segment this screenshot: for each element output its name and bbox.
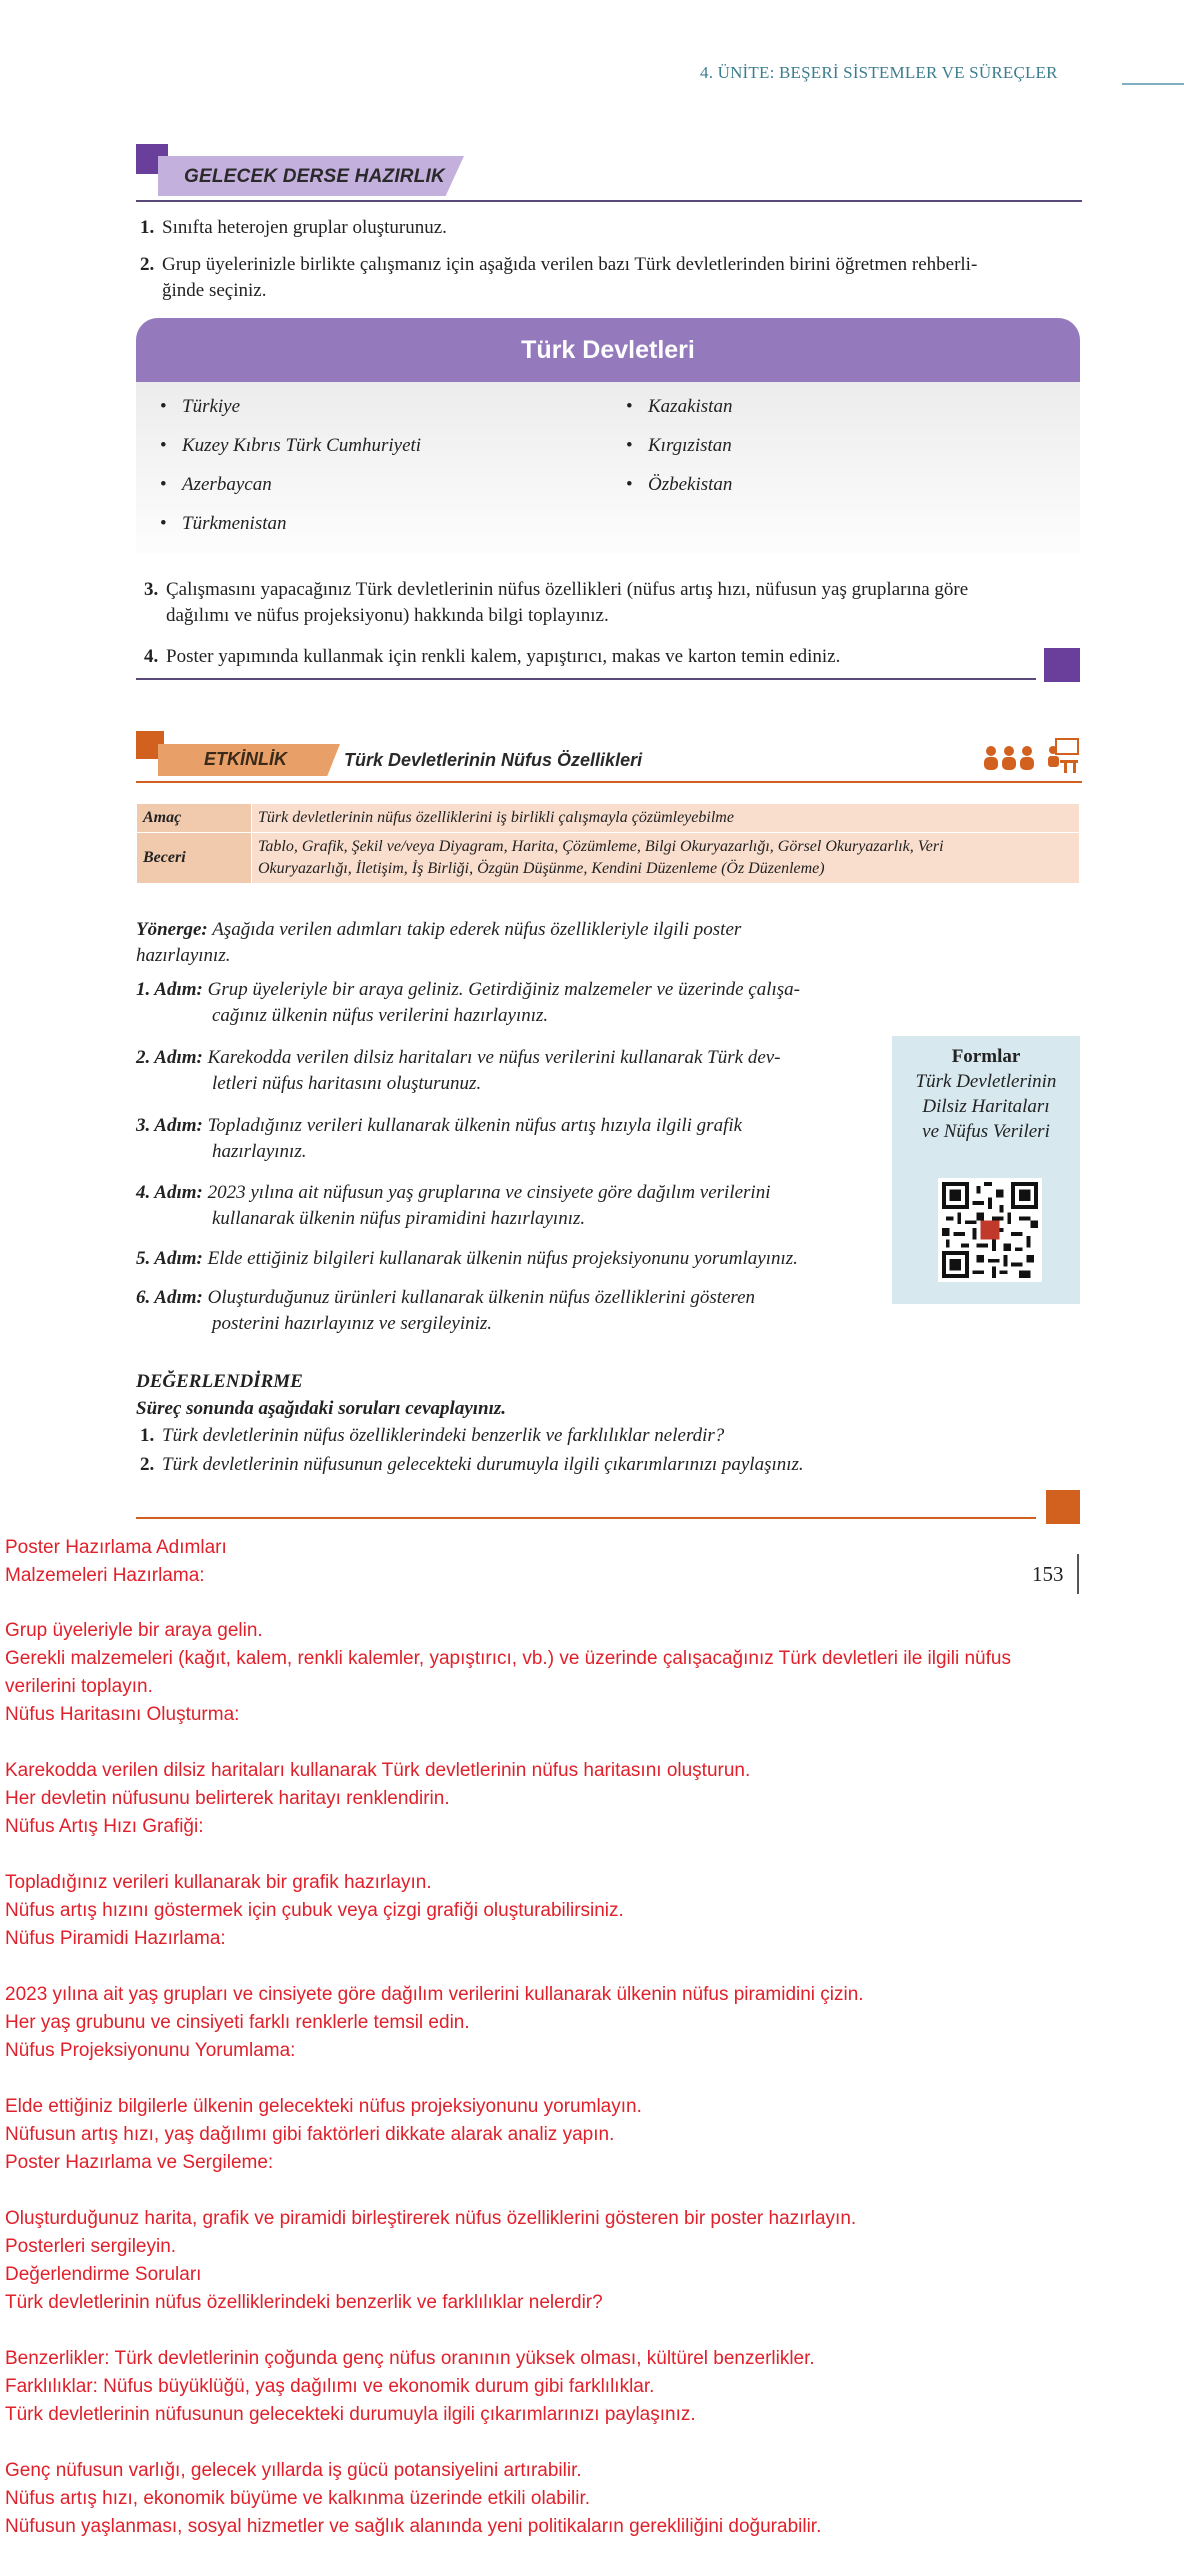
note-line: Nüfus Projeksiyonunu Yorumlama: [5,2040,296,2061]
forms-line: Türk Devletlerinin [915,1071,1057,1092]
unit-header: 4. ÜNİTE: BEŞERİ SİSTEMLER VE SÜREÇLER [700,63,1058,82]
note-line: Posterleri sergileyin. [5,2236,177,2257]
presentation-icon [1046,738,1080,774]
section-end-marker [1044,648,1080,682]
note-line: Malzemeleri Hazırlama: [5,1565,205,1586]
section-rule [136,200,1082,202]
step-1: 1. Adım: Grup üyeleriyle bir araya geliniz. Getirdiğiniz malzemeler ve üzerinde çalışa- cağınız ülkenin nüfus verilerini hazırlayınız. [136,979,801,1026]
note-line: Değerlendirme Soruları [5,2264,202,2285]
group-work-icon [982,744,1036,772]
state-item: • Türkmenistan [182,513,287,535]
note-line: Nüfusun yaşlanması, sosyal hizmetler ve sağlık alanında yeni politikaların gerekliliğini doğurabilir. [5,2516,822,2537]
page-number: 153 [1032,1562,1064,1586]
activity-title: Türk Devletlerinin Nüfus Özellikleri [344,750,643,770]
note-line: verilerini toplayın. [5,1676,153,1697]
note-line: Türk devletlerinin nüfusunun gelecekteki durumuyla ilgili çıkarımlarınızı paylaşınız. [5,2404,696,2425]
activity-rule [136,781,1082,783]
page-number-rule [1077,1554,1079,1594]
note-line: 2023 yılına ait yaş grupları ve cinsiyete göre dağılım verilerini kullanarak ülkenin nüfus piramidini çizin. [5,1984,864,2005]
prep-item-4: 4. Poster yapımında kullanmak için renkli kalem, yapıştırıcı, makas ve karton temin ediniz. [144,646,841,667]
turk-states-box [136,318,1080,554]
activity-end-marker [1046,1490,1080,1524]
step-4: 4. Adım: 2023 yılına ait nüfusun yaş gruplarına ve cinsiyete göre dağılım verilerini kullanarak ülkenin nüfus piramidini hazırlayınız. [136,1182,771,1229]
forms-title: Formlar [951,1046,1021,1067]
note-line: Poster Hazırlama Adımları [5,1537,227,1558]
prep-item-3: 3. Çalışmasını yapacağınız Türk devletlerinin nüfus özellikleri (nüfus artış hızı, nüfusun yaş gruplarına göre dağılımı ve nüfus projeksiyonu) hakkında bilgi toplayınız. [144,579,969,626]
note-line: Topladığınız verileri kullanarak bir grafik hazırlayın. [5,1872,432,1893]
note-line: Her yaş grubunu ve cinsiyeti farklı renklerle temsil edin. [5,2012,470,2033]
step-5: 5. Adım: Elde ettiğiniz bilgileri kullanarak ülkenin nüfus projeksiyonunu yorumlayınız. [136,1248,798,1269]
qr-code-icon[interactable] [938,1178,1042,1282]
note-line: Nüfusun artış hızı, yaş dağılımı gibi faktörleri dikkate alarak analiz yapın. [5,2124,615,2145]
note-line: Grup üyeleriyle bir araya gelin. [5,1620,263,1641]
note-line: Nüfus Haritasını Oluşturma: [5,1704,240,1725]
turk-states-title: Türk Devletleri [136,318,1080,382]
amac-value: Türk devletlerinin nüfus özelliklerini iş birlikli çalışmayla çözümleyebilme [252,804,1080,833]
objective-table [136,803,1080,884]
state-item: • Kuzey Kıbrıs Türk Cumhuriyeti [182,435,421,457]
activity-tag: ETKİNLİK [204,749,287,769]
evaluation-question-1: 1. Türk devletlerinin nüfus özelliklerindeki benzerlik ve farklılıklar nelerdir? [140,1425,725,1446]
forms-box [892,1036,1080,1304]
note-line: Nüfus artış hızı, ekonomik büyüme ve kalkınma üzerinde etkili olabilir. [5,2488,591,2509]
step-6: 6. Adım: Oluşturduğunuz ürünleri kullanarak ülkenin nüfus özelliklerini gösteren posterini hazırlayınız ve sergileyiniz. [136,1287,756,1334]
note-line: Poster Hazırlama ve Sergileme: [5,2152,274,2173]
forms-line: Dilsiz Haritaları [922,1096,1050,1117]
note-line: Türk devletlerinin nüfus özelliklerindeki benzerlik ve farklılıklar nelerdir? [5,2292,603,2313]
state-item: • Kazakistan [648,396,732,418]
note-line: Gerekli malzemeleri (kağıt, kalem, renkli kalemler, yapıştırıcı, vb.) ve üzerinde çalışacağınız Türk devletleri ile ilgili nüfus [5,1648,1011,1669]
activity-end-rule [136,1517,1036,1519]
evaluation-subtitle: Süreç sonunda aşağıdaki soruları cevaplayınız. [136,1398,507,1419]
directive: Yönerge: Aşağıda verilen adımları takip ederek nüfus özellikleriyle ilgili poster hazırlayınız. [136,919,742,966]
note-line: Oluşturduğunuz harita, grafik ve piramidi birleştirerek nüfus özelliklerini gösteren bir poster hazırlayın. [5,2208,857,2229]
note-line: Nüfus artış hızını göstermek için çubuk veya çizgi grafiği oluşturabilirsiniz. [5,1900,624,1921]
note-line: Nüfus Artış Hızı Grafiği: [5,1816,204,1837]
beceri-value: Tablo, Grafik, Şekil ve/veya Diyagram, Harita, Çözümleme, Bilgi Okuryazarlığı, Görsel Okuryazarlık, Veri Okuryazarlığı, İletişim, İş Birliği, Özgün Düşünme, Kendini Düzenleme (Öz Düzenleme) [252,833,1080,884]
amac-label: Amaç [137,804,252,833]
note-line: Elde ettiğiniz bilgilerle ülkenin gelecekteki nüfus projeksiyonunu yorumlayın. [5,2096,642,2117]
state-item: • Kırgızistan [648,435,732,457]
note-line: Karekodda verilen dilsiz haritaları kullanarak Türk devletlerinin nüfus haritasını oluşturun. [5,1760,751,1781]
prep-title: GELECEK DERSE HAZIRLIK [184,166,445,187]
note-line: Benzerlikler: Türk devletlerinin çoğunda genç nüfus oranının yüksek olması, kültürel benzerlikler. [5,2348,815,2369]
step-3: 3. Adım: Topladığınız verileri kullanarak ülkenin nüfus artış hızıyla ilgili grafik hazırlayınız. [136,1115,743,1162]
evaluation-question-2: 2. Türk devletlerinin nüfusunun gelecekteki durumuyla ilgili çıkarımlarınızı paylaşınız. [140,1454,804,1475]
step-2: 2. Adım: Karekodda verilen dilsiz haritaları ve nüfus verilerini kullanarak Türk dev- letleri nüfus haritasını oluşturunuz. [136,1047,781,1094]
note-line: Farklılıklar: Nüfus büyüklüğü, yaş dağılımı ve ekonomik durum gibi farklılıklar. [5,2376,655,2397]
beceri-label: Beceri [137,833,252,884]
note-line: Her devletin nüfusunu belirterek haritayı renklendirin. [5,1788,450,1809]
state-item: • Özbekistan [648,474,732,496]
prep-item-2: 2. Grup üyelerinizle birlikte çalışmanız için aşağıda verilen bazı Türk devletlerinden birini öğretmen rehberli- ğinde seçiniz. [140,254,978,301]
note-line: Genç nüfusun varlığı, gelecek yıllarda iş gücü potansiyelini artırabilir. [5,2460,582,2481]
state-item: • Türkiye [182,396,240,418]
note-line: Nüfus Piramidi Hazırlama: [5,1928,226,1949]
evaluation-title: DEĞERLENDİRME [136,1371,303,1392]
turk-states-list [136,382,1080,554]
state-item: • Azerbaycan [182,474,272,496]
prep-item-1: 1. Sınıfta heterojen gruplar oluşturunuz. [140,217,447,238]
header-rule [1122,83,1184,85]
section-end-rule [136,678,1036,680]
forms-line: ve Nüfus Verileri [922,1121,1050,1142]
